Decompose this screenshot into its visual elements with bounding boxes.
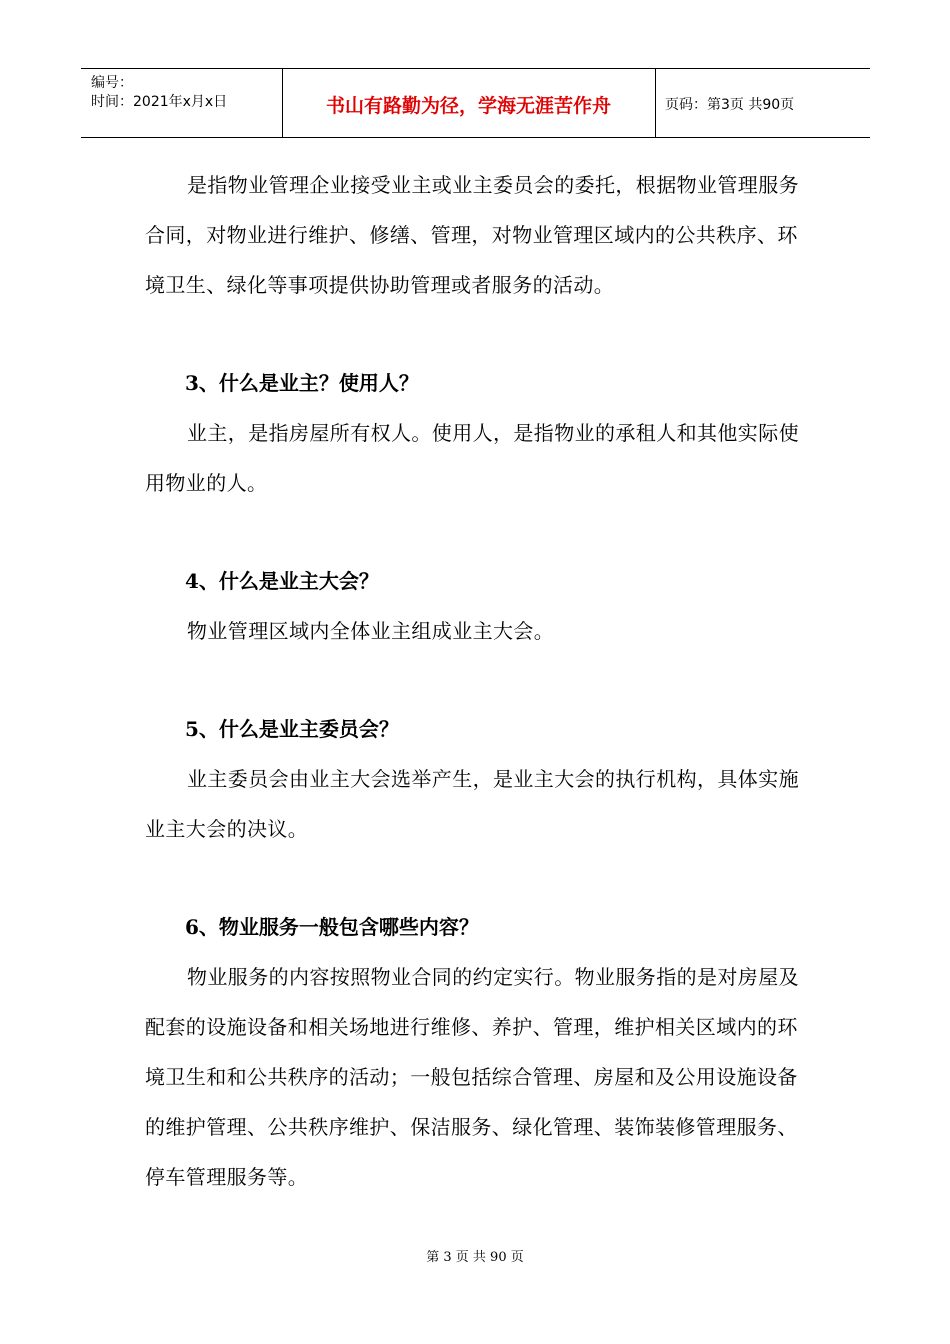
section-question: 3、什么是业主？使用人？: [185, 371, 419, 395]
section-3: [145, 358, 805, 508]
document-body: [145, 160, 805, 1202]
document-date: 时间：2021年x月x日: [91, 94, 228, 110]
section-question: 4、什么是业主大会？: [185, 569, 379, 593]
section-5: [145, 704, 805, 854]
header-page-info: 页码：第3页 共90页: [665, 97, 795, 113]
header-page-cell: [656, 69, 870, 137]
header-meta-cell: [81, 69, 283, 137]
header-motto: 书山有路勤为径，学海无涯苦作舟: [325, 95, 611, 117]
section-question: 5、什么是业主委员会？: [185, 717, 399, 741]
section-6: [145, 902, 805, 1202]
section-question: 6、物业服务一般包含哪些内容？: [185, 915, 479, 939]
section-4: [145, 556, 805, 656]
section-answer: 业主委员会由业主大会选举产生，是业主大会的执行机构，具体实施业主大会的决议。: [145, 767, 799, 841]
section-answer: 物业服务的内容按照物业合同的约定实行。物业服务指的是对房屋及配套的设施设备和相关场地进行维修、养护、管理，维护相关区域内的环境卫生和和公共秩序的活动；一般包括综合管理、房屋和及公用设施设备的维护管理、公共秩序维护、保洁服务、绿化管理、装饰装修管理服务、停车管理服务等。: [145, 965, 799, 1189]
page-header: [81, 68, 870, 138]
intro-paragraph: 是指物业管理企业接受业主或业主委员会的委托，根据物业管理服务合同，对物业进行维护、修缮、管理，对物业管理区域内的公共秩序、环境卫生、绿化等事项提供协助管理或者服务的活动。: [145, 173, 799, 297]
section-answer: 物业管理区域内全体业主组成业主大会。: [187, 619, 555, 643]
page-footer: 第 3 页 共 90 页: [426, 1250, 524, 1265]
section-answer: 业主，是指房屋所有权人。使用人，是指物业的承租人和其他实际使用物业的人。: [145, 421, 799, 495]
header-motto-cell: [282, 69, 656, 137]
document-number-label: 编号：: [91, 75, 133, 91]
